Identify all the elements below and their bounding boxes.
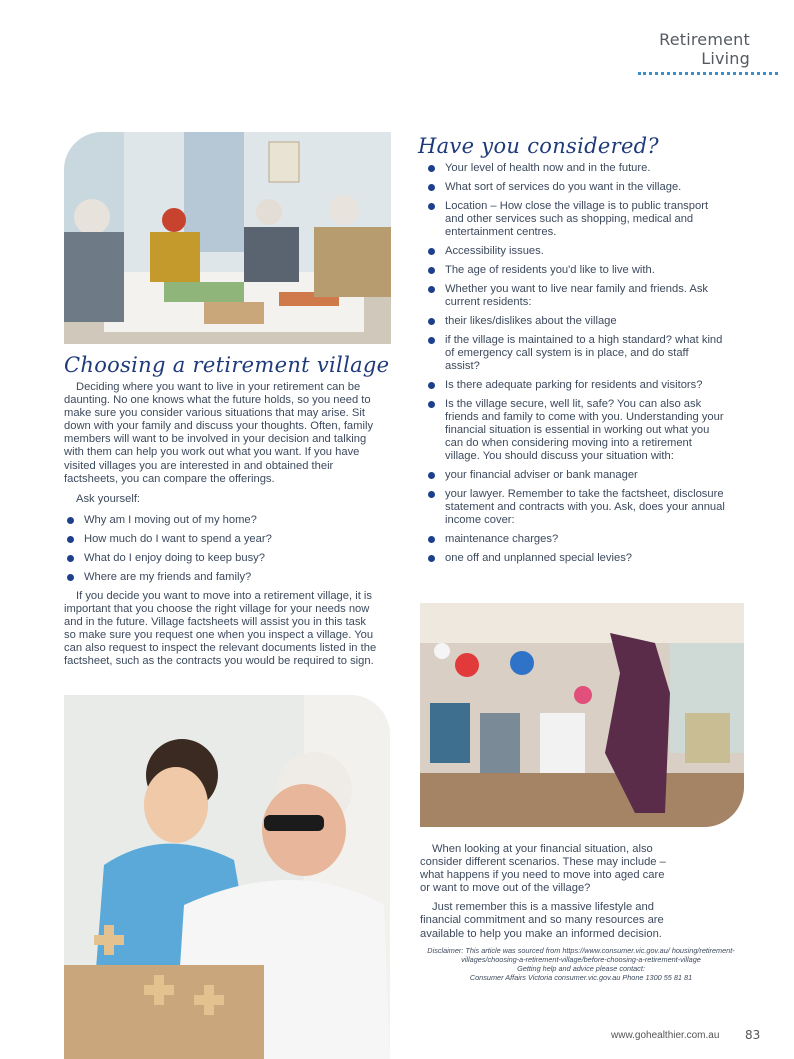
section-label: Retirement Living [659,30,750,68]
bullet-icon [428,165,435,172]
list-item: if the village is maintained to a high standard? what kind of emergency call system is in place, and do staff assist? [425,334,725,373]
bullet-icon [428,555,435,562]
left-body [64,381,380,671]
closing-paragraph: Just remember this is a massive lifestyle and financial commitment and so many resources are available to help you make an informed decision. [420,901,664,940]
bullet-icon [428,472,435,479]
bullet-icon [67,574,74,581]
list-item: Why am I moving out of my home? [64,514,380,527]
photo-board-games [64,132,391,344]
bullet-icon [428,267,435,274]
list-item: your lawyer. Remember to take the factsheet, disclosure statement and contracts with you. Ask, does your annual income cover: [425,488,725,527]
question-list [64,514,380,584]
left-heading: Choosing a retirement village [64,353,390,377]
photo-exercise-class [420,603,744,827]
list-item: Accessibility issues. [425,245,725,258]
footer-url: www.gohealthier.com.au [611,1030,720,1041]
considered-list [425,162,725,565]
bullet-icon [428,382,435,389]
intro-paragraph: Deciding where you want to live in your retirement can be daunting. No one knows what the future holds, so you need to make sure you consider various situations that may arise. Sit down with your family and discuss your thoughts. Often, family members will want to be involved in your decision and talking with them can help you work out what you want. If you have visited villages you are interested in and obtained their factsheets, you can compare the offerings. [64,381,374,485]
list-item: maintenance charges? [425,533,725,546]
bullet-icon [428,248,435,255]
disclaimer-contact: Consumer Affairs Victoria consumer.vic.gov.au Phone 1300 55 81 81 [469,973,693,982]
closing-paragraph: When looking at your financial situation, also consider different scenarios. These may include – what happens if you need to move into aged care or want to move out of the village? [420,843,666,895]
right-heading: Have you considered? [418,134,659,158]
list-item: your financial adviser or bank manager [425,469,725,482]
bullet-icon [428,536,435,543]
section-rule [638,72,778,75]
page-number: 83 [745,1028,761,1042]
list-item: Is there adequate parking for residents and visitors? [425,379,725,392]
bullet-icon [428,203,435,210]
bullet-icon [428,318,435,325]
bullet-icon [428,401,435,408]
disclaimer [420,946,742,982]
bullet-icon [428,184,435,191]
list-item: What sort of services do you want in the village. [425,181,725,194]
photo-puzzle [64,695,390,1059]
list-item: The age of residents you'd like to live with. [425,264,725,277]
section-tag [638,30,778,75]
right-body [425,162,725,571]
ask-yourself: Ask yourself: [76,492,141,505]
list-item: Where are my friends and family? [64,571,380,584]
list-item: Whether you want to live near family and friends. Ask current residents: [425,283,725,309]
bullet-icon [428,286,435,293]
bullet-icon [67,517,74,524]
list-item: their likes/dislikes about the village [425,315,725,328]
list-item: How much do I want to spend a year? [64,533,380,546]
bullet-icon [67,555,74,562]
disclaimer-source: Disclaimer: This article was sourced from https://www.consumer.vic.gov.au/ housing/retirement-villages/choosing-a-retirement-village/before-choosing-a-retirement-village [427,946,735,964]
bullet-icon [428,491,435,498]
list-item: Is the village secure, well lit, safe? You can also ask friends and family to come with you. Understanding your financial situation is essential in working out what you can do when considering moving into a retirement village. You should discuss your situation with: [425,398,725,463]
list-item: Location – How close the village is to public transport and other services such as shopping, medical and entertainment centres. [425,200,725,239]
list-item: What do I enjoy doing to keep busy? [64,552,380,565]
closing-body [420,843,672,944]
list-item: Your level of health now and in the future. [425,162,725,175]
list-item: one off and unplanned special levies? [425,552,725,565]
bullet-icon [67,536,74,543]
outro-paragraph: If you decide you want to move into a retirement village, it is important that you choose the right village for your needs now and in the future. Village factsheets will assist you in this task so make sure you request one when you inspect a village. You can also request to inspect the relevant documents listed in the factsheet, such as the contracts you would be required to sign. [64,589,377,668]
disclaimer-help: Getting help and advice please contact: [517,964,645,973]
bullet-icon [428,337,435,344]
